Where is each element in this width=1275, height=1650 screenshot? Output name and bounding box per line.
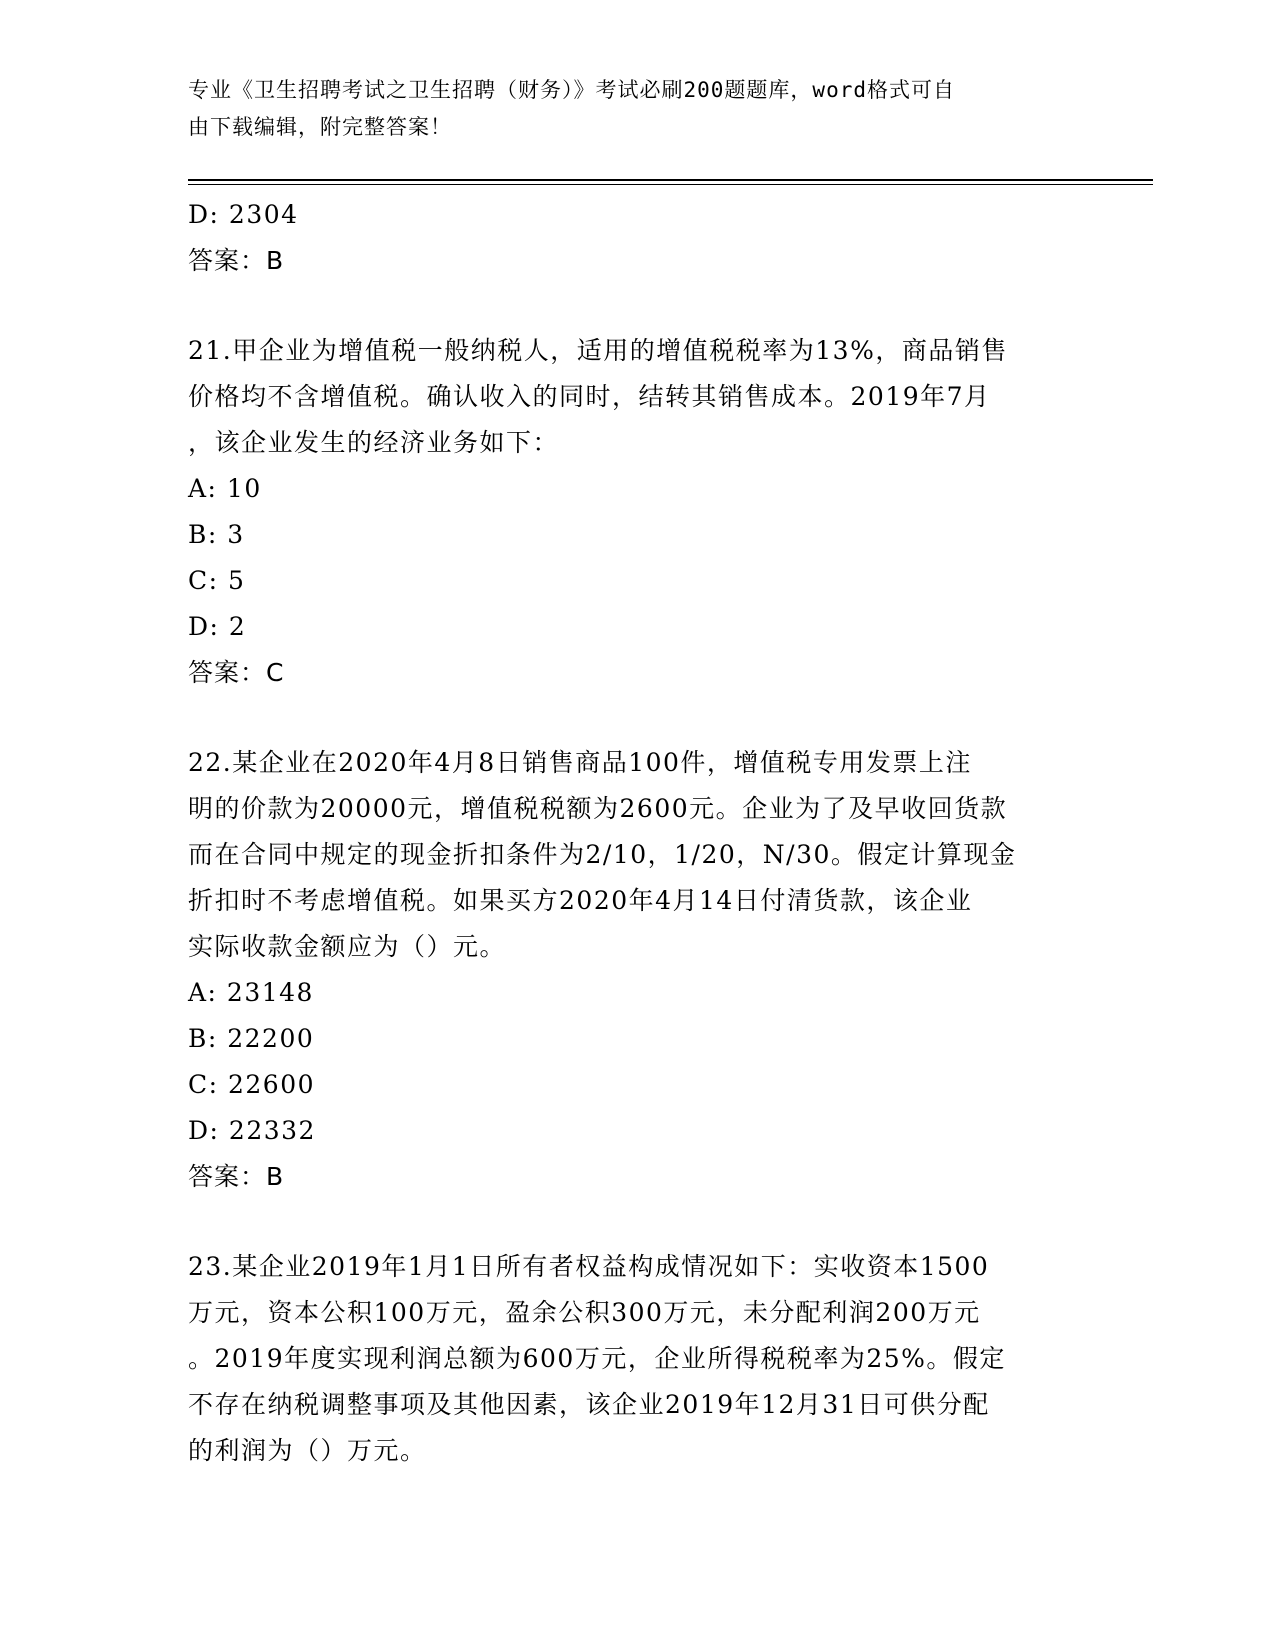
- option-c: C: 22600: [188, 1070, 316, 1099]
- previous-question-tail: [188, 192, 1078, 284]
- question-text-line: 实际收款金额应为（）元。: [188, 932, 507, 961]
- question-23: [188, 1244, 1078, 1474]
- answer: 答案：B: [188, 246, 285, 275]
- option-d: D: 22332: [188, 1116, 316, 1145]
- question-text-line: 23.某企业2019年1月1日所有者权益构成情况如下：实收资本1500: [188, 1252, 990, 1281]
- question-text-line: 折扣时不考虑增值税。如果买方2020年4月14日付清货款，该企业: [188, 886, 973, 915]
- question-text-line: ，该企业发生的经济业务如下：: [188, 428, 560, 457]
- question-text-line: 价格均不含增值税。确认收入的同时，结转其销售成本。2019年7月: [188, 382, 991, 411]
- question-text-line: 万元，资本公积100万元，盈余公积300万元，未分配利润200万元: [188, 1298, 981, 1327]
- answer: 答案：B: [188, 1162, 285, 1191]
- question-22: [188, 740, 1078, 1200]
- question-text-line: 22.某企业在2020年4月8日销售商品100件，增值税专用发票上注: [188, 748, 972, 777]
- page-content: [188, 192, 1078, 1474]
- header-line-1: 专业《卫生招聘考试之卫生招聘（财务）》考试必刷200题题库，word格式可自: [188, 78, 955, 102]
- question-21: [188, 328, 1078, 696]
- option-d: D: 2304: [188, 200, 299, 229]
- question-text-line: 不存在纳税调整事项及其他因素，该企业2019年12月31日可供分配: [188, 1390, 990, 1419]
- question-text-line: 明的价款为20000元，增值税税额为2600元。企业为了及早收回货款: [188, 794, 1008, 823]
- question-text-line: 21.甲企业为增值税一般纳税人，适用的增值税税率为13%，商品销售: [188, 336, 1008, 365]
- header-rule-thick: [188, 179, 1153, 181]
- header-rule-thin: [188, 184, 1153, 185]
- option-a: A: 10: [188, 474, 262, 503]
- question-text-line: 而在合同中规定的现金折扣条件为2/10，1/20，N/30。假定计算现金: [188, 840, 1017, 869]
- header-line-2: 由下载编辑，附完整答案！: [188, 115, 452, 139]
- answer: 答案：C: [188, 658, 285, 687]
- option-c: C: 5: [188, 566, 246, 595]
- option-b: B: 22200: [188, 1024, 315, 1053]
- question-text-line: 的利润为（）万元。: [188, 1436, 427, 1465]
- question-text-line: 。2019年度实现利润总额为600万元，企业所得税税率为25%。假定: [188, 1344, 1006, 1373]
- document-header: [188, 72, 1068, 146]
- option-a: A: 23148: [188, 978, 314, 1007]
- option-b: B: 3: [188, 520, 245, 549]
- option-d: D: 2: [188, 612, 247, 641]
